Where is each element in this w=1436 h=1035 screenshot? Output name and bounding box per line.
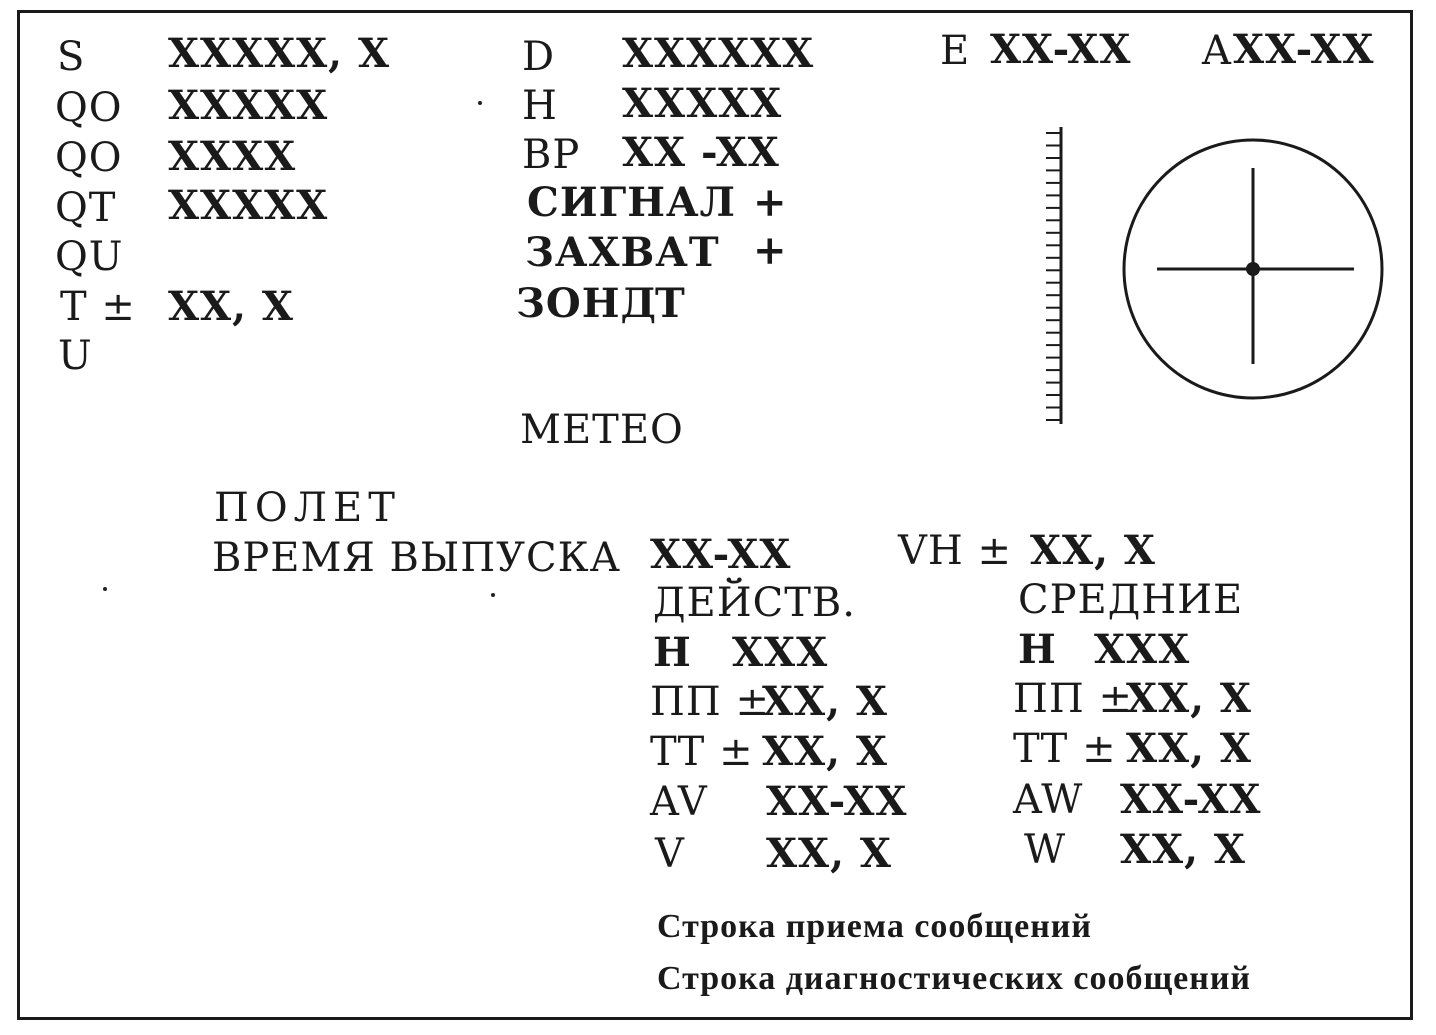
param-value-vr: XX -XX [622, 129, 780, 176]
param-value-h: XXXXX [622, 80, 783, 127]
param-value-qt: XXXXX [168, 182, 329, 229]
average-h-value: XXX [1094, 626, 1191, 673]
param-value-qo-2: XXXX [168, 133, 297, 180]
vh-label: VH ± [898, 528, 1012, 574]
message-receive-line: Строка приема сообщений [657, 908, 1092, 945]
param-label-qu: QU [55, 234, 124, 280]
average-tt-value: XX, X [1126, 725, 1252, 772]
actual-h-label: H [653, 629, 692, 676]
meteo-label: МЕТЕО [520, 407, 684, 453]
vh-value: XX, X [1030, 527, 1156, 574]
status-value-probe: Т [655, 280, 686, 327]
average-pp-value: XX, X [1126, 675, 1252, 722]
actual-v-label: V [655, 831, 685, 877]
actual-av-value: XX-XX [766, 778, 908, 825]
status-value-signal: + [753, 179, 788, 226]
param-label-u: U [58, 333, 93, 379]
average-w-value: XX, X [1120, 826, 1246, 873]
actual-title: ДЕЙСТВ. [653, 580, 856, 626]
average-title: СРЕДНИЕ [1018, 577, 1244, 623]
actual-v-value: XX, X [766, 830, 892, 877]
param-value-qo-1: XXXXX [168, 82, 329, 129]
e-label: E [940, 28, 971, 74]
status-label-capture: ЗАХВАТ [525, 229, 720, 276]
crosshair-center-dot [1246, 262, 1260, 276]
average-aw-label: AW [1013, 777, 1084, 823]
param-label-d: D [522, 34, 556, 80]
a-value: XX-XX [1233, 26, 1375, 73]
param-label-vr: ВР [522, 132, 581, 178]
status-label-signal: СИГНАЛ [527, 179, 736, 226]
scan-speck [103, 587, 107, 591]
param-label-t: T ± [60, 284, 136, 330]
param-value-t: XX, X [168, 283, 294, 330]
actual-tt-value: XX, X [762, 728, 888, 775]
scan-speck [478, 101, 482, 105]
param-value-d: XXXXXX [622, 30, 815, 77]
status-label-probe: ЗОНД [516, 280, 658, 327]
average-aw-value: XX-XX [1120, 776, 1262, 823]
param-label-h: H [522, 83, 558, 129]
param-label-qt: QT [55, 185, 117, 231]
scale-ticks [1046, 133, 1061, 420]
actual-pp-value: XX, X [762, 678, 888, 725]
actual-av-label: AV [650, 779, 708, 825]
actual-h-value: XXX [732, 629, 829, 676]
param-label-s: S [57, 34, 86, 80]
average-pp-label: ПП ± [1013, 676, 1133, 722]
average-h-label: H [1018, 626, 1057, 673]
actual-pp-label: ПП ± [650, 679, 770, 725]
scan-speck [491, 593, 495, 597]
actual-tt-label: ТТ ± [650, 729, 754, 775]
average-w-label: W [1024, 827, 1067, 873]
a-label: A [1202, 28, 1232, 74]
average-tt-label: ТТ ± [1013, 726, 1117, 772]
e-value: XX-XX [990, 26, 1132, 73]
param-value-s: XXXXX, X [168, 30, 391, 77]
status-value-capture: + [753, 227, 788, 274]
flight-title: ПОЛЕТ [214, 485, 401, 531]
release-time-value: XX-XX [650, 531, 792, 578]
message-diagnostic-line: Строка диагностических сообщений [657, 960, 1252, 997]
release-time-label: ВРЕМЯ ВЫПУСКА [212, 535, 621, 581]
param-label-qo-2: QO [55, 135, 123, 181]
param-label-qo-1: QO [55, 85, 123, 131]
